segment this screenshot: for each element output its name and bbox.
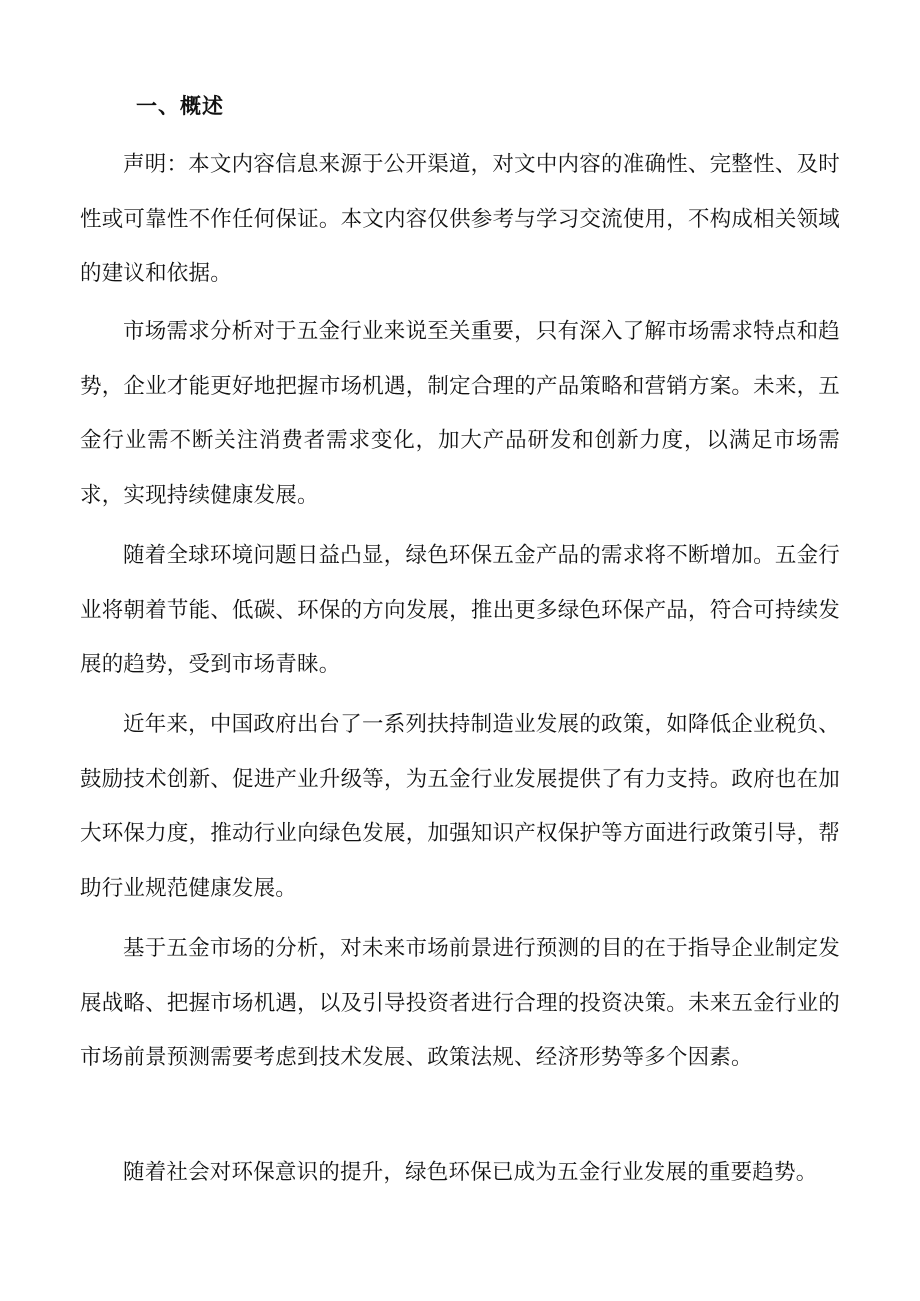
section-heading: 一、概述 [136,93,224,118]
body-paragraph: 近年来，中国政府出台了一系列扶持制造业发展的政策，如降低企业税负、鼓励技术创新、促进产业升级等，为五金行业发展提供了有力支持。政府也在加大环保力度，推动行业向绿色发展，加强知识产权保护等方面进行政策引导，帮助行业规范健康发展。 [80,712,840,901]
body-paragraph: 市场需求分析对于五金行业来说至关重要，只有深入了解市场需求特点和趋势，企业才能更好地把握市场机遇，制定合理的产品策略和营销方案。未来，五金行业需不断关注消费者需求变化，加大产品研发和创新力度，以满足市场需求，实现持续健康发展。 [80,319,840,508]
disclaimer-paragraph: 声明：本文内容信息来源于公开渠道，对文中内容的准确性、完整性、及时性或可靠性不作任何保证。本文内容仅供参考与学习交流使用，不构成相关领域的建议和依据。 [80,152,840,286]
body-paragraph: 随着社会对环保意识的提升，绿色环保已成为五金行业发展的重要趋势。 [123,1160,818,1185]
body-paragraph: 随着全球环境问题日益凸显，绿色环保五金产品的需求将不断增加。五金行业将朝着节能、低碳、环保的方向发展，推出更多绿色环保产品，符合可持续发展的趋势，受到市场青睐。 [80,543,840,677]
body-paragraph: 基于五金市场的分析，对未来市场前景进行预测的目的在于指导企业制定发展战略、把握市场机遇，以及引导投资者进行合理的投资决策。未来五金行业的市场前景预测需要考虑到技术发展、政策法规、经济形势等多个因素。 [80,936,840,1070]
